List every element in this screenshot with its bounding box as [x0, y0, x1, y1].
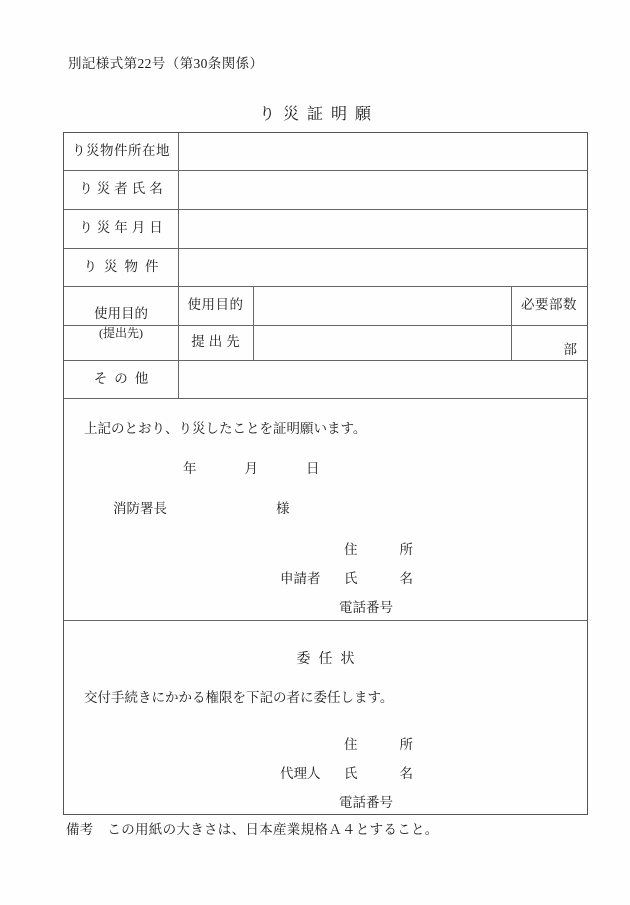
label-submission-target: 提出先	[191, 334, 244, 350]
applicant-name-label: 氏 名	[344, 571, 418, 586]
field-damaged-property-address[interactable]	[178, 133, 587, 170]
label-other: その他	[93, 370, 156, 386]
page-title: り災証明願	[258, 106, 379, 123]
proxy-statement: 交付手続きにかかる権限を下記の者に委任します。	[84, 690, 394, 705]
field-damaged-property[interactable]	[178, 248, 587, 286]
field-purpose-of-use[interactable]	[253, 286, 511, 325]
application-addressee: 消防署長	[113, 501, 167, 516]
proxy-name-label: 氏 名	[344, 766, 418, 781]
field-copies-count[interactable]	[511, 325, 587, 360]
label-damaged-property: り災物件	[83, 258, 166, 274]
application-date-line[interactable]: 年 月 日	[183, 461, 327, 476]
label-victim-name: り災者氏名	[79, 181, 167, 197]
applicant-prefix: 申請者	[280, 571, 321, 586]
row-divider-6	[64, 398, 587, 399]
application-statement: 上記のとおり、り災したことを証明願います。	[84, 421, 367, 436]
applicant-address-label: 住 所	[344, 542, 418, 557]
proxy-address-label: 住 所	[344, 737, 418, 752]
proxy-phone-label: 電話番号	[339, 795, 393, 810]
row-divider-7	[64, 620, 587, 621]
field-other[interactable]	[178, 360, 587, 398]
proxy-heading: 委任状	[296, 652, 363, 667]
proxy-prefix: 代理人	[280, 766, 321, 781]
label-damaged-property-address: り災物件所在地	[72, 143, 170, 159]
form-table	[63, 132, 588, 815]
label-purpose-block	[64, 286, 178, 360]
label-damage-date: り災年月日	[79, 220, 167, 236]
applicant-phone-label: 電話番号	[339, 600, 393, 615]
label-purpose-sub: (提出先)	[99, 325, 143, 340]
label-purpose-main: 使用目的	[94, 306, 148, 322]
application-honorific: 様	[276, 501, 290, 516]
field-damage-date[interactable]	[178, 209, 587, 248]
form-number: 別記様式第22号（第30条関係）	[68, 56, 264, 71]
label-copies-required: 必要部数	[521, 297, 577, 313]
field-submission-target[interactable]	[253, 325, 511, 360]
label-copies-unit: 部	[563, 342, 577, 357]
label-purpose-of-use: 使用目的	[187, 297, 244, 313]
field-victim-name[interactable]	[178, 170, 587, 209]
footnote: 備考 この用紙の大きさは、日本産業規格Ａ４とすること。	[66, 822, 439, 837]
